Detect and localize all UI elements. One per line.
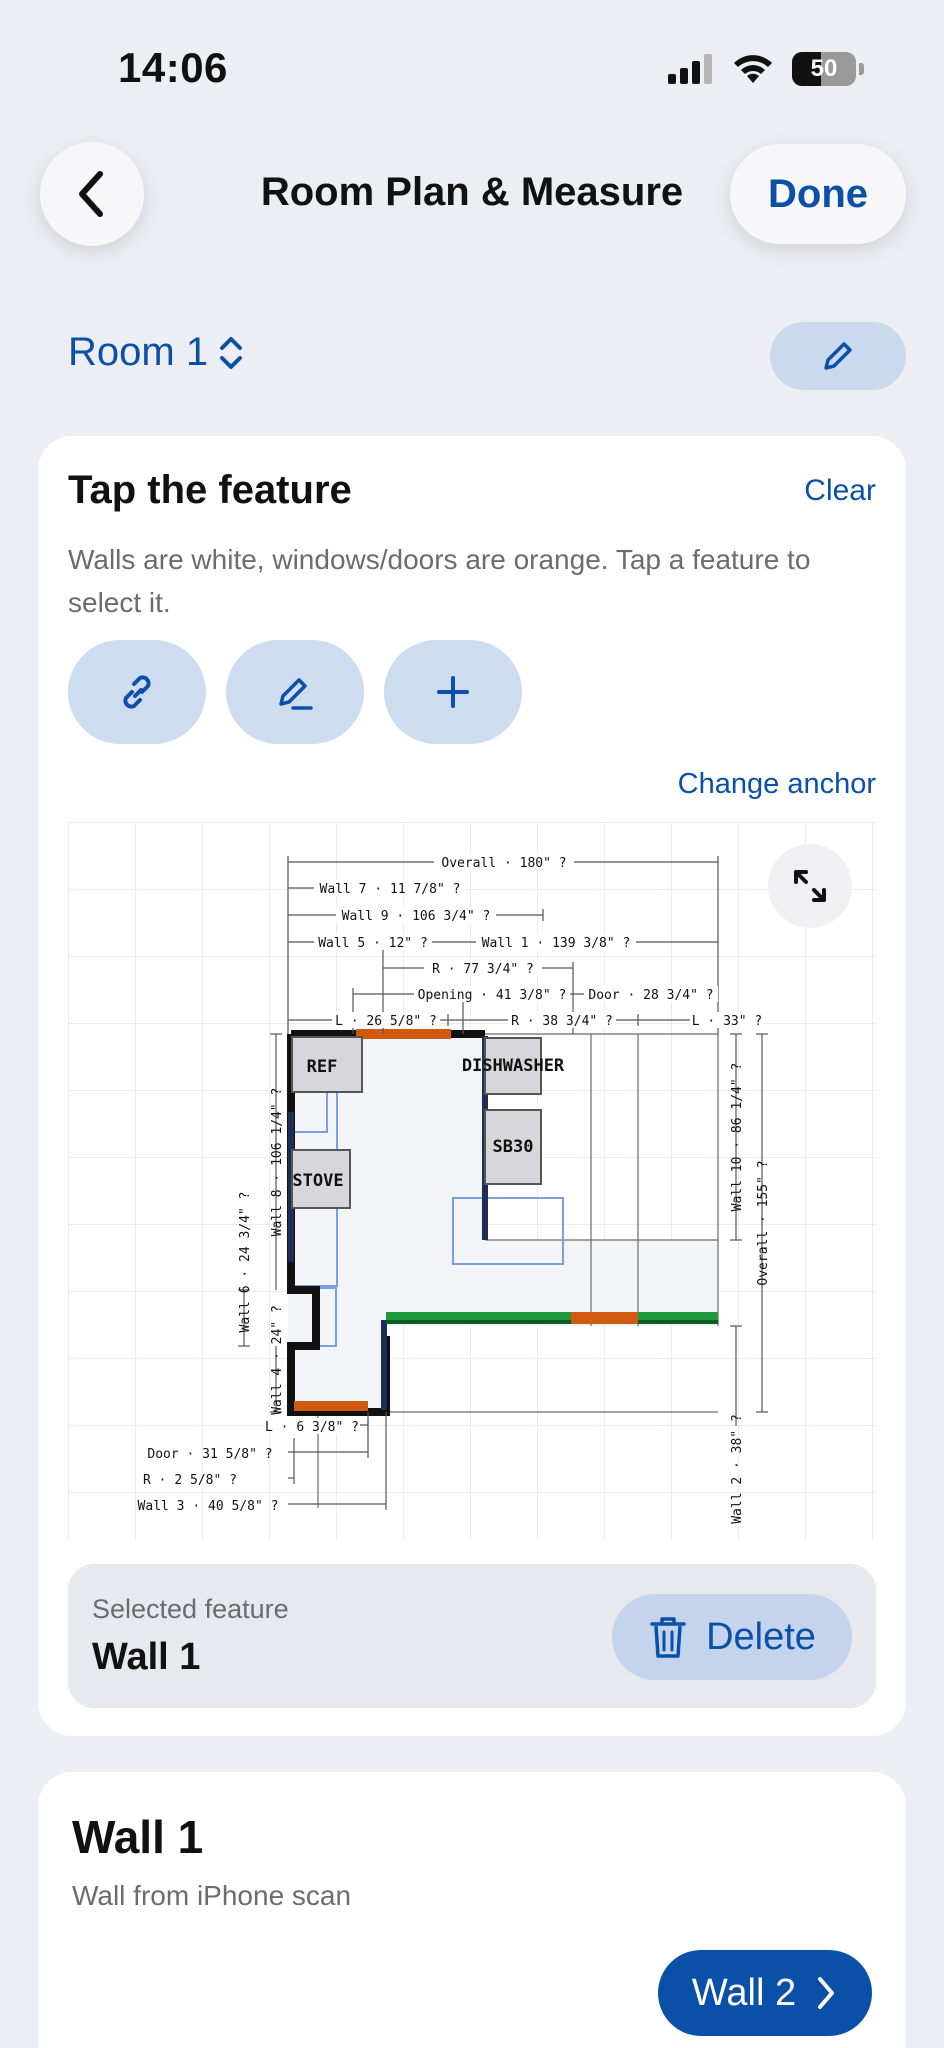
dim-wall5: Wall 5 · 12" ? (318, 936, 428, 951)
floor-plan[interactable] (68, 822, 876, 1540)
dim-r2: R · 2 5/8" ? (143, 1473, 237, 1488)
dim-wall8: Wall 8 · 106 1/4" ? (270, 1087, 285, 1237)
label-dishwasher: DISHWASHER (461, 1056, 565, 1076)
plus-icon (433, 672, 473, 712)
dim-l26: L · 26 5/8" ? (335, 1014, 437, 1029)
wifi-icon (732, 53, 774, 85)
change-anchor-link[interactable]: Change anchor (677, 768, 876, 800)
edit-tool-button[interactable] (226, 640, 364, 744)
chevron-up-down-icon (218, 335, 244, 371)
tool-row (68, 640, 522, 744)
green-wall[interactable] (386, 1312, 718, 1324)
pencil-icon (820, 338, 856, 374)
wall-title: Wall 1 (72, 1811, 204, 1863)
selected-feature-value: Wall 1 (92, 1636, 201, 1678)
battery-icon (792, 52, 856, 86)
help-text: Walls are white, windows/doors are orange. Tap a feature to select it. (68, 544, 811, 618)
dim-wall9: Wall 9 · 106 3/4" ? (341, 909, 491, 924)
nav-bar (0, 140, 944, 250)
dim-r38: R · 38 3/4" ? (511, 1014, 613, 1029)
status-icons (668, 52, 864, 86)
trash-icon (648, 1614, 688, 1660)
label-ref: REF (306, 1057, 338, 1077)
dim-wall3: Wall 3 · 40 5/8" ? (137, 1499, 279, 1514)
room-selector[interactable] (68, 330, 244, 375)
add-tool-button[interactable] (384, 640, 522, 744)
wall-subtitle: Wall from iPhone scan (72, 1880, 352, 1911)
dim-wall10: Wall 10 · 86 1/4" ? (730, 1062, 745, 1212)
page-title: Room Plan & Measure (260, 170, 684, 214)
dim-wall2: Wall 2 · 38" ? (730, 1414, 745, 1524)
dim-wall7: Wall 7 · 11 7/8" ? (319, 882, 461, 897)
dim-door31: Door · 31 5/8" ? (147, 1447, 273, 1462)
wall-card (38, 1772, 906, 2048)
next-wall-button[interactable] (658, 1950, 872, 2036)
status-time: 14:06 (118, 44, 228, 91)
label-sb30: SB30 (492, 1137, 534, 1157)
link-icon (115, 670, 159, 714)
expand-icon (788, 864, 832, 908)
dim-wall6: Wall 6 · 24 3/4" ? (238, 1191, 253, 1333)
status-bar (0, 0, 944, 130)
battery-level: 50 (810, 55, 838, 82)
feature-card-title: Tap the feature (68, 468, 352, 512)
delete-label: Delete (706, 1615, 816, 1658)
dim-wall4: Wall 4 · 24" ? (270, 1305, 285, 1415)
next-wall-label: Wall 2 (691, 1971, 797, 2014)
dim-door28: Door · 28 3/4" ? (588, 988, 714, 1003)
label-stove: STOVE (292, 1171, 344, 1191)
battery-tip (859, 63, 864, 75)
dim-overall-side: Overall · 155" ? (756, 1160, 771, 1286)
clear-link[interactable]: Clear (804, 474, 876, 507)
appliance-stove[interactable] (292, 1150, 350, 1208)
chevron-right-icon (814, 1975, 838, 2011)
expand-button[interactable] (768, 844, 852, 928)
delete-button[interactable] (612, 1594, 852, 1680)
dim-wall1: Wall 1 · 139 3/8" ? (481, 936, 631, 951)
selected-feature-panel (68, 1564, 876, 1708)
appliance-sb30[interactable] (485, 1110, 541, 1184)
pencil-line-icon (273, 670, 317, 714)
done-button[interactable]: Done (730, 144, 906, 244)
dim-l33: L · 33" ? (691, 1014, 763, 1029)
cellular-signal-icon (668, 54, 714, 84)
floor-plan-canvas[interactable] (68, 822, 876, 1540)
dim-opening: Opening · 41 3/8" ? (417, 988, 567, 1003)
dim-overall-top: Overall · 180" ? (441, 856, 567, 871)
feature-card (38, 436, 906, 1736)
dim-l6: L · 6 3/8" ? (265, 1420, 359, 1435)
dim-r77: R · 77 3/4" ? (432, 962, 534, 977)
selected-feature-label: Selected feature (92, 1594, 289, 1624)
room-name: Room 1 (68, 330, 209, 374)
appliance-ref[interactable] (292, 1037, 362, 1092)
edit-room-button[interactable] (770, 322, 906, 390)
link-tool-button[interactable] (68, 640, 206, 744)
